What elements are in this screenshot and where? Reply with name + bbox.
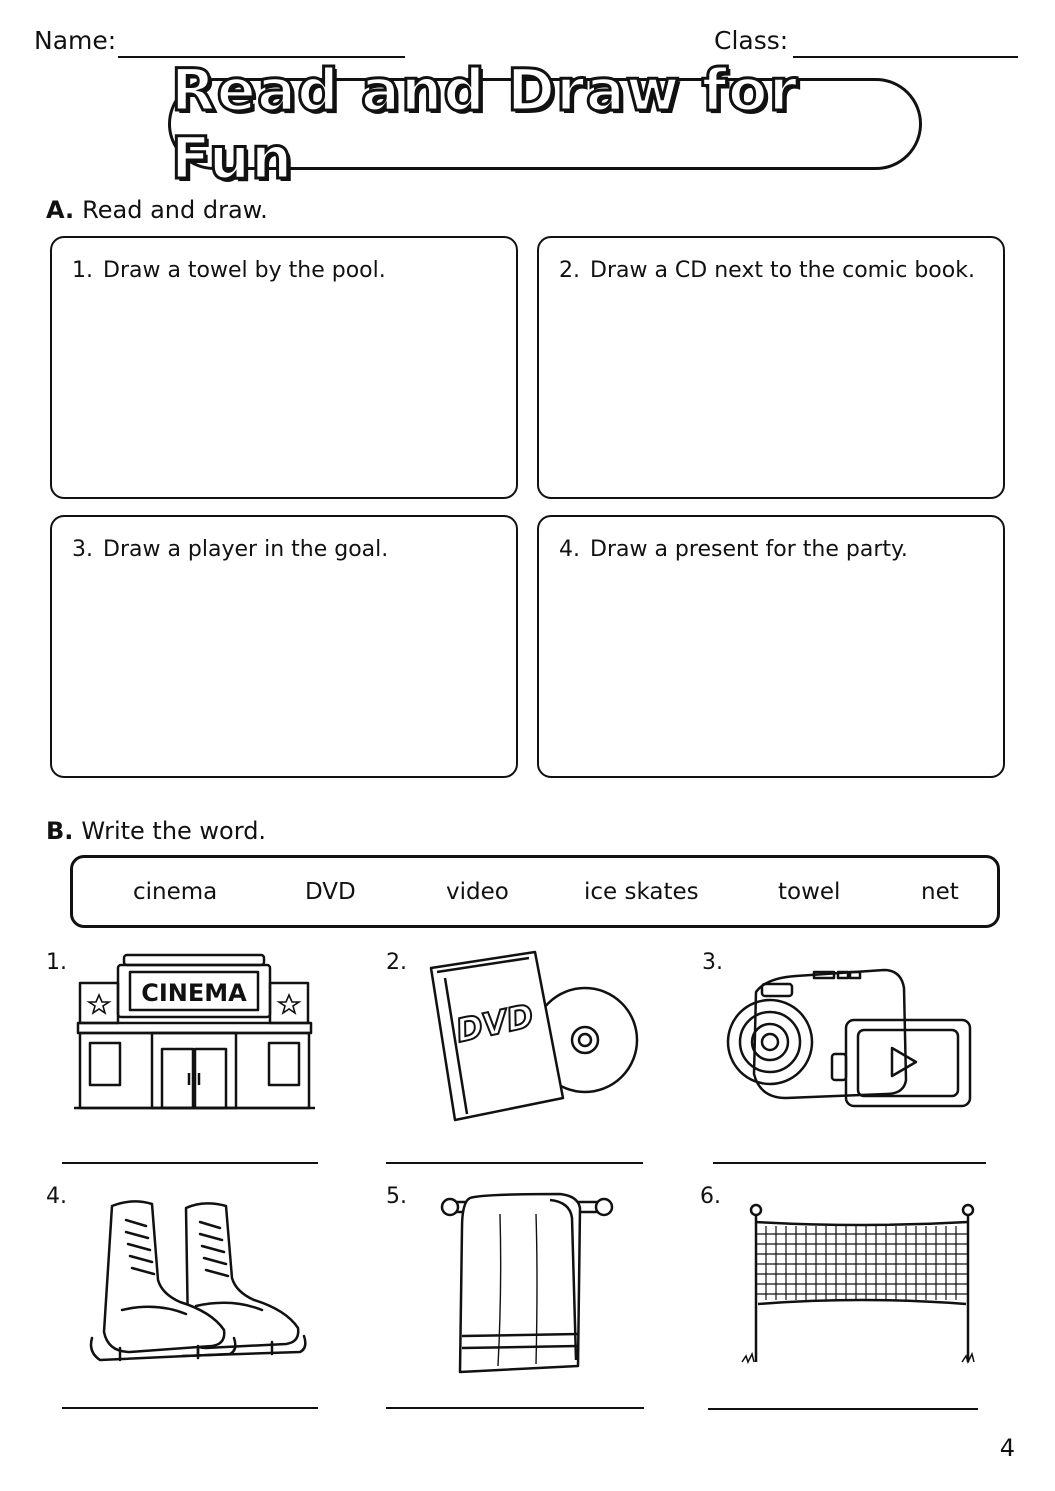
drawing-box-prompt: Draw a player in the goal. [103,537,389,562]
word-bank-item: DVD [305,879,356,905]
drawing-box-number: 4. [559,537,580,562]
dvd-icon [425,948,645,1126]
section-b-letter: B. [46,817,74,845]
drawing-box-prompt: Draw a present for the party. [590,537,908,562]
video-camera-icon [726,962,976,1112]
section-b-instruction: Write the word. [81,817,267,845]
net-icon [736,1200,986,1370]
section-a-heading [46,196,268,224]
item-number: 4. [46,1184,67,1209]
cinema-icon [72,945,317,1115]
word-bank-item: video [446,879,509,905]
word-bank-item: towel [778,879,841,905]
word-bank-item: net [921,879,959,905]
answer-line[interactable] [386,1162,643,1164]
word-bank [70,855,1000,928]
item-number: 6. [700,1184,721,1209]
answer-line[interactable] [62,1407,318,1409]
answer-line[interactable] [62,1162,318,1164]
drawing-box-prompt: Draw a towel by the pool. [103,258,386,283]
drawing-box-number: 2. [559,258,580,283]
section-a-letter: A. [46,196,75,224]
drawing-box-4[interactable] [537,515,1005,778]
drawing-box-2[interactable] [537,236,1005,499]
drawing-box-prompt: Draw a CD next to the comic book. [590,258,975,283]
item-number: 1. [46,950,67,975]
item-number: 2. [386,950,407,975]
dvd-label: DVD [452,996,537,1050]
page-number: 4 [999,1434,1015,1462]
word-bank-item: cinema [133,879,218,905]
section-b-heading [46,817,266,845]
answer-line[interactable] [708,1408,978,1410]
page-title: Read and Draw for Fun [171,56,799,192]
cinema-sign: CINEMA [141,979,247,1007]
section-a-instruction: Read and draw. [82,196,268,224]
drawing-box-1[interactable] [50,236,518,499]
drawing-box-number: 1. [72,258,93,283]
drawing-box-3[interactable] [50,515,518,778]
name-label: Name: [34,26,117,55]
title-banner [168,56,922,192]
class-label: Class: [714,26,789,55]
drawing-box-number: 3. [72,537,93,562]
answer-line[interactable] [713,1162,986,1164]
word-bank-item: ice skates [584,879,699,905]
answer-line[interactable] [386,1407,644,1409]
ice-skates-icon [86,1196,311,1371]
towel-icon [440,1188,615,1378]
item-number: 3. [702,950,723,975]
item-number: 5. [386,1184,407,1209]
